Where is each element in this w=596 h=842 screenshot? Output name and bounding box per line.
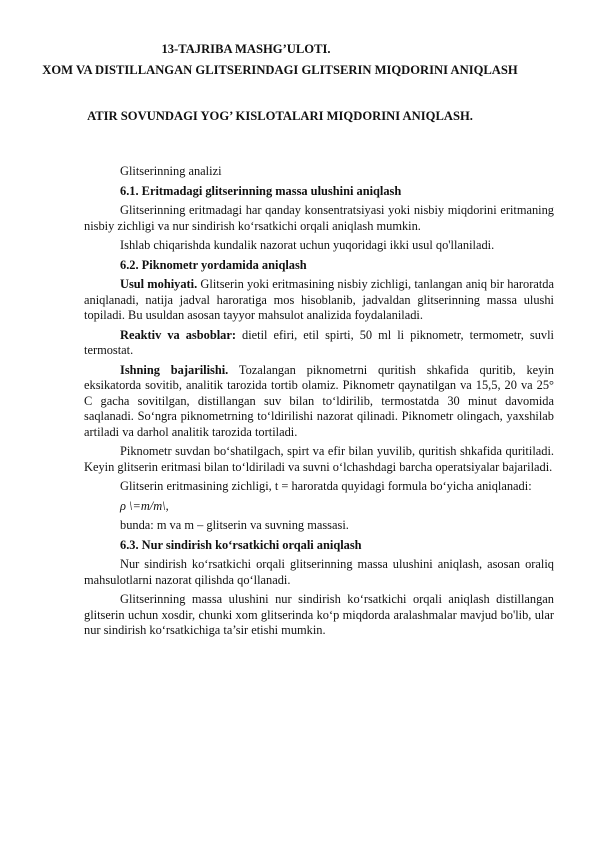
section-subtitle: ATIR SOVUNDAGI YOG’ KISLOTALARI MIQDORINI ANIQLASH. [87, 109, 473, 123]
section-title: XOM VA DISTILLANGAN GLITSERINDAGI GLITSERIN MIQDORINI ANIQLASH [42, 63, 518, 77]
body-text [84, 164, 554, 639]
paragraph-5 [84, 363, 554, 441]
heading-6-1: 6.1. Eritmadagi glitserinning massa ulushini aniqlash [120, 183, 402, 198]
intro-line: Glitserinning analizi [120, 164, 222, 178]
paragraph-5-label: Ishning bajarilishi. [120, 362, 229, 377]
paragraph-3-label: Usul mohiyati. [120, 277, 198, 291]
paragraph-3-text: Glitserin yoki eritmasining nisbiy zichligi, tanlangan aniq bir haroratda aniqlanadi, natija jadval haroratiga mos hisoblanib, jadvaldan glitserinning massa ulushi topiladi. Bu usuldan asosan tayyor mahsulot analizida foydalaniladi. [84, 277, 554, 322]
paragraph-1: Glitserinning eritmadagi har qanday konsentratsiyasi yoki nisbiy miqdorini eritmaning nisbiy zichligi va nur sindirish ko‘rsatkichi orqali aniqlash mumkin. [84, 203, 554, 233]
paragraph-6: Piknometr suvdan bo‘shatilgach, spirt va efir bilan yuvilib, quritish shkafida quritiladi. Keyin glitserin eritmasi bilan to‘ldiriladi va suvni o‘lchashdagi barcha operatsiyalar bajariladi. [84, 444, 554, 474]
paragraph-4-label: Reaktiv va asboblar: [120, 327, 236, 342]
heading-6-3: 6.3. Nur sindirish ko‘rsatkichi orqali aniqlash [120, 537, 362, 552]
paragraph-5-text: Tozalangan piknometrni quritish shkafida quritib, keyin eksikatorda sovitib, analitik tarozida tortib olamiz. Piknometr qaynatilgan va 15,5, 20 va 25° C gacha sovitilgan, distillangan suv bilan to‘ldirilib, termostatda 30 minut davomida saqlanadi. So‘ngra piknometrning to‘ldirilishi nazorat qilinadi. Piknometr olingach, yaxshilab artiladi va darhol analitik tarozida tortiladi. [84, 362, 555, 439]
paragraph-8: bunda: m va m – glitserin va suvning massasi. [120, 518, 349, 532]
lab-title: 13-TAJRIBA MASHG’ULOTI. [161, 42, 331, 56]
paragraph-4 [84, 328, 554, 359]
paragraph-3 [84, 277, 554, 324]
heading-6-2: 6.2. Piknometr yordamida aniqlash [120, 257, 307, 272]
paragraph-9: Nur sindirish ko‘rsatkichi orqali glitserinning massa ulushini aniqlash, asosan oraliq mahsulotlarni nazorat qilishda qo‘llanadi. [84, 557, 554, 587]
paragraph-4-text: dietil efiri, etil spirti, 50 ml li piknometr, termometr, suvli termostat. [84, 327, 554, 357]
density-formula: ρ \=m/m\, [120, 498, 169, 513]
paragraph-2: Ishlab chiqarishda kundalik nazorat uchun yuqoridagi ikki usul qo'llaniladi. [120, 238, 495, 252]
paragraph-7: Glitserin eritmasining zichligi, t = haroratda quyidagi formula bo‘yicha aniqlanadi: [120, 479, 532, 493]
paragraph-10: Glitserinning massa ulushini nur sindirish ko‘rsatkichi orqali aniqlash distillangan glitserin uchun xosdir, chunki xom glitserinda ko‘p miqdorda aralashmalar mavjud bo'lib, ular nur sindirish ko‘rsatkichiga ta’sir etishi mumkin. [84, 592, 554, 637]
